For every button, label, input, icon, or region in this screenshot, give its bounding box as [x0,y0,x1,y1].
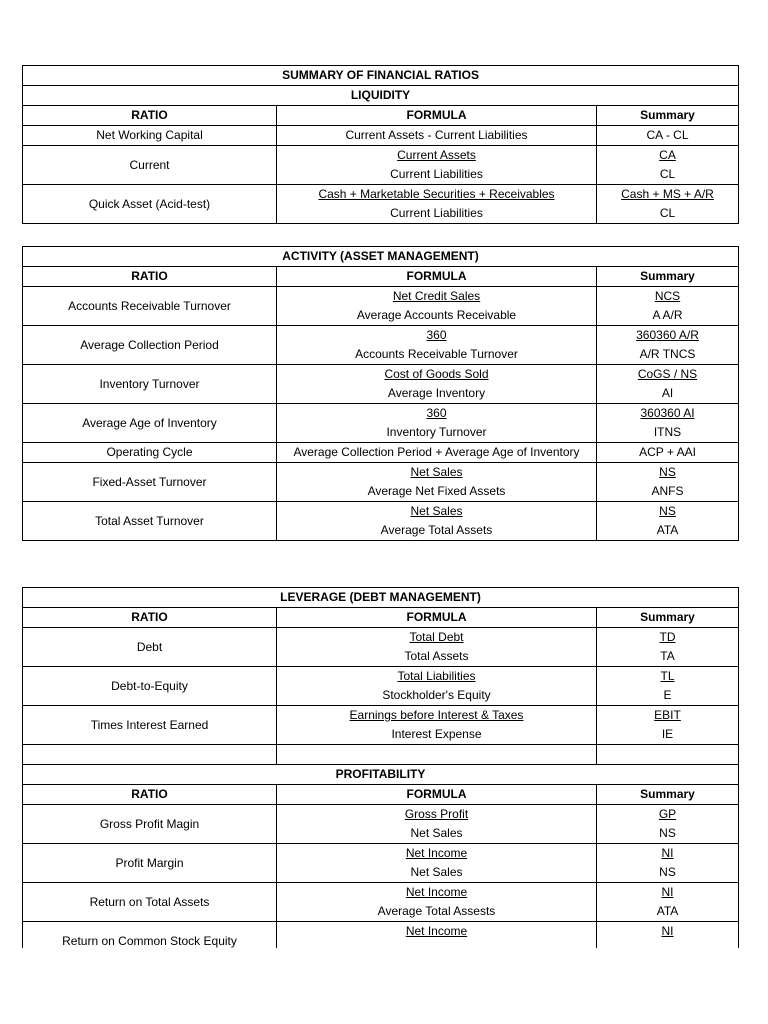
summary-denominator: ATA [656,904,679,918]
header-summary: Summary [597,608,739,628]
table-row [23,404,739,443]
ratio-formula [277,883,597,922]
header-formula: FORMULA [277,608,597,628]
ratio-name: Debt [23,628,277,667]
ratio-summary [597,287,739,326]
formula-denominator: Average Net Fixed Assets [367,484,506,498]
liquidity-table [22,65,739,224]
ratio-formula [277,922,597,949]
ratio-summary [597,463,739,502]
ratio-formula: Current Assets - Current Liabilities [277,126,597,146]
ratio-summary [597,365,739,404]
summary-part: 360 [640,406,661,420]
formula-denominator: Average Accounts Receivable [356,308,517,322]
ratio-name: Inventory Turnover [23,365,277,404]
summary-numerator: EBIT [654,708,681,722]
section-title-activity: ACTIVITY (ASSET MANAGEMENT) [23,247,739,267]
summary-numerator: NI [661,885,674,899]
table-row [23,463,739,502]
ratio-name: Current [23,146,277,185]
summary-denominator: E [663,688,672,702]
ratio-summary [597,146,739,185]
section-title-profitability: PROFITABILITY [23,765,739,785]
ratio-summary [597,844,739,883]
header-summary: Summary [597,267,739,287]
ratio-formula [277,463,597,502]
summary-denominator: NS [659,826,676,840]
formula-numerator: 360 [426,328,447,342]
empty-cell [597,745,739,765]
ratio-name: Average Collection Period [23,326,277,365]
header-ratio: RATIO [23,785,277,805]
summary-numerator: CA [659,148,676,162]
header-ratio: RATIO [23,267,277,287]
formula-denominator: Total Assets [404,649,469,663]
formula-numerator: Net Sales [410,504,463,518]
ratio-name: Return on Total Assets [23,883,277,922]
ratio-name: Accounts Receivable Turnover [23,287,277,326]
formula-denominator: Net Sales [410,865,463,879]
summary-numerator: NI [661,846,674,860]
formula-numerator: Net Income [405,924,468,938]
summary-part: NS [664,425,682,439]
formula-numerator: Cash + Marketable Securities + Receivables [318,187,555,201]
ratio-summary [597,185,739,224]
table-row [23,443,739,463]
ratio-name: Quick Asset (Acid-test) [23,185,277,224]
formula-numerator: Cost of Goods Sold [384,367,489,381]
summary-numerator: NCS [654,289,681,303]
summary-denominator: CL [659,206,676,220]
summary-part: A/R T [639,347,671,361]
ratio-name: Fixed-Asset Turnover [23,463,277,502]
summary-numerator: TD [659,630,676,644]
ratio-name: Average Age of Inventory [23,404,277,443]
table-row [23,922,739,949]
document-title: SUMMARY OF FINANCIAL RATIOS [23,66,739,86]
formula-numerator: Net Sales [410,465,463,479]
formula-denominator: Accounts Receivable Turnover [355,347,518,361]
formula-denominator: Inventory Turnover [386,425,487,439]
summary-denominator: CL [659,167,676,181]
summary-part: 360 AI [660,406,695,420]
formula-numerator: Earnings before Interest & Taxes [349,708,524,722]
summary-denominator: IE [661,727,674,741]
summary-denominator: NS [659,865,676,879]
formula-numerator: Current Assets [397,148,476,162]
section-title-leverage: LEVERAGE (DEBT MANAGEMENT) [23,588,739,608]
ratio-formula [277,146,597,185]
formula-denominator: Net Sales [410,826,463,840]
activity-table [22,246,739,541]
summary-part: IT [653,425,665,439]
ratio-summary [597,667,739,706]
empty-row [23,745,739,765]
summary-numerator: NS [659,465,676,479]
leverage-profitability-table [22,587,739,948]
header-formula: FORMULA [277,106,597,126]
ratio-formula [277,628,597,667]
formula-numerator: Total Liabilities [397,669,476,683]
ratio-name: Return on Common Stock Equity [23,922,277,949]
ratio-formula [277,805,597,844]
table-row [23,628,739,667]
ratio-summary [597,883,739,922]
table-row [23,706,739,745]
ratio-name: Operating Cycle [23,443,277,463]
summary-numerator: TL [660,669,675,683]
summary-denominator: A A/R [652,308,683,322]
summary-denominator [601,345,734,364]
table-row [23,326,739,365]
formula-numerator: Net Credit Sales [392,289,481,303]
table-row [23,146,739,185]
ratio-summary [597,326,739,365]
header-ratio: RATIO [23,608,277,628]
ratio-summary [597,922,739,949]
header-formula: FORMULA [277,267,597,287]
ratio-formula [277,365,597,404]
summary-numerator: NI [661,924,674,938]
ratio-summary [597,805,739,844]
ratio-summary [597,706,739,745]
summary-denominator [601,423,734,442]
ratio-name: Profit Margin [23,844,277,883]
ratio-name: Gross Profit Magin [23,805,277,844]
summary-numerator: CoGS / NS [637,367,698,381]
ratio-formula [277,706,597,745]
ratio-summary [597,628,739,667]
ratio-summary [597,404,739,443]
formula-denominator: Stockholder's Equity [382,688,491,702]
summary-numerator: NS [659,504,676,518]
table-row [23,667,739,706]
empty-cell [23,745,277,765]
table-row [23,126,739,146]
table-row [23,185,739,224]
formula-denominator: Interest Expense [391,727,482,741]
header-ratio: RATIO [23,106,277,126]
formula-denominator: Average Inventory [387,386,486,400]
ratio-summary [597,502,739,541]
formula-numerator: Total Debt [409,630,464,644]
table-row [23,844,739,883]
ratio-formula [277,287,597,326]
ratio-name: Net Working Capital [23,126,277,146]
table-row [23,502,739,541]
ratio-summary: ACP + AAI [597,443,739,463]
table-row [23,805,739,844]
formula-numerator: Net Income [405,846,468,860]
formula-numerator: Gross Profit [404,807,469,821]
formula-denominator: Average Total Assests [377,904,496,918]
formula-denominator: Average Total Assets [380,523,493,537]
ratio-summary: CA - CL [597,126,739,146]
formula-numerator: 360 [426,406,447,420]
header-summary: Summary [597,106,739,126]
ratio-formula [277,404,597,443]
summary-numerator: GP [658,807,677,821]
ratio-formula [277,844,597,883]
summary-numerator [601,326,734,345]
summary-part: NCS [670,347,696,361]
ratio-name: Debt-to-Equity [23,667,277,706]
formula-numerator: Net Income [405,885,468,899]
ratio-formula [277,502,597,541]
summary-numerator [601,404,734,423]
table-row [23,883,739,922]
table-row [23,287,739,326]
summary-numerator: Cash + MS + A/R [621,187,714,201]
ratio-formula [277,185,597,224]
header-summary: Summary [597,785,739,805]
table-row [23,365,739,404]
summary-denominator [601,941,734,948]
ratio-name: Total Asset Turnover [23,502,277,541]
formula-denominator: Current Liabilities [390,206,483,220]
summary-denominator: ANFS [651,484,684,498]
summary-part: 360 A/R [656,328,699,342]
formula-denominator: Current Liabilities [390,167,483,181]
summary-denominator: ATA [656,523,679,537]
summary-denominator: AI [661,386,674,400]
ratio-formula [277,326,597,365]
section-title-liquidity: LIQUIDITY [23,86,739,106]
header-formula: FORMULA [277,785,597,805]
empty-cell [277,745,597,765]
formula-denominator [281,941,592,948]
ratio-name: Times Interest Earned [23,706,277,745]
ratio-formula [277,667,597,706]
ratio-formula: Average Collection Period + Average Age of Inventory [277,443,597,463]
summary-part: 360 [636,328,657,342]
summary-denominator: TA [660,649,675,663]
